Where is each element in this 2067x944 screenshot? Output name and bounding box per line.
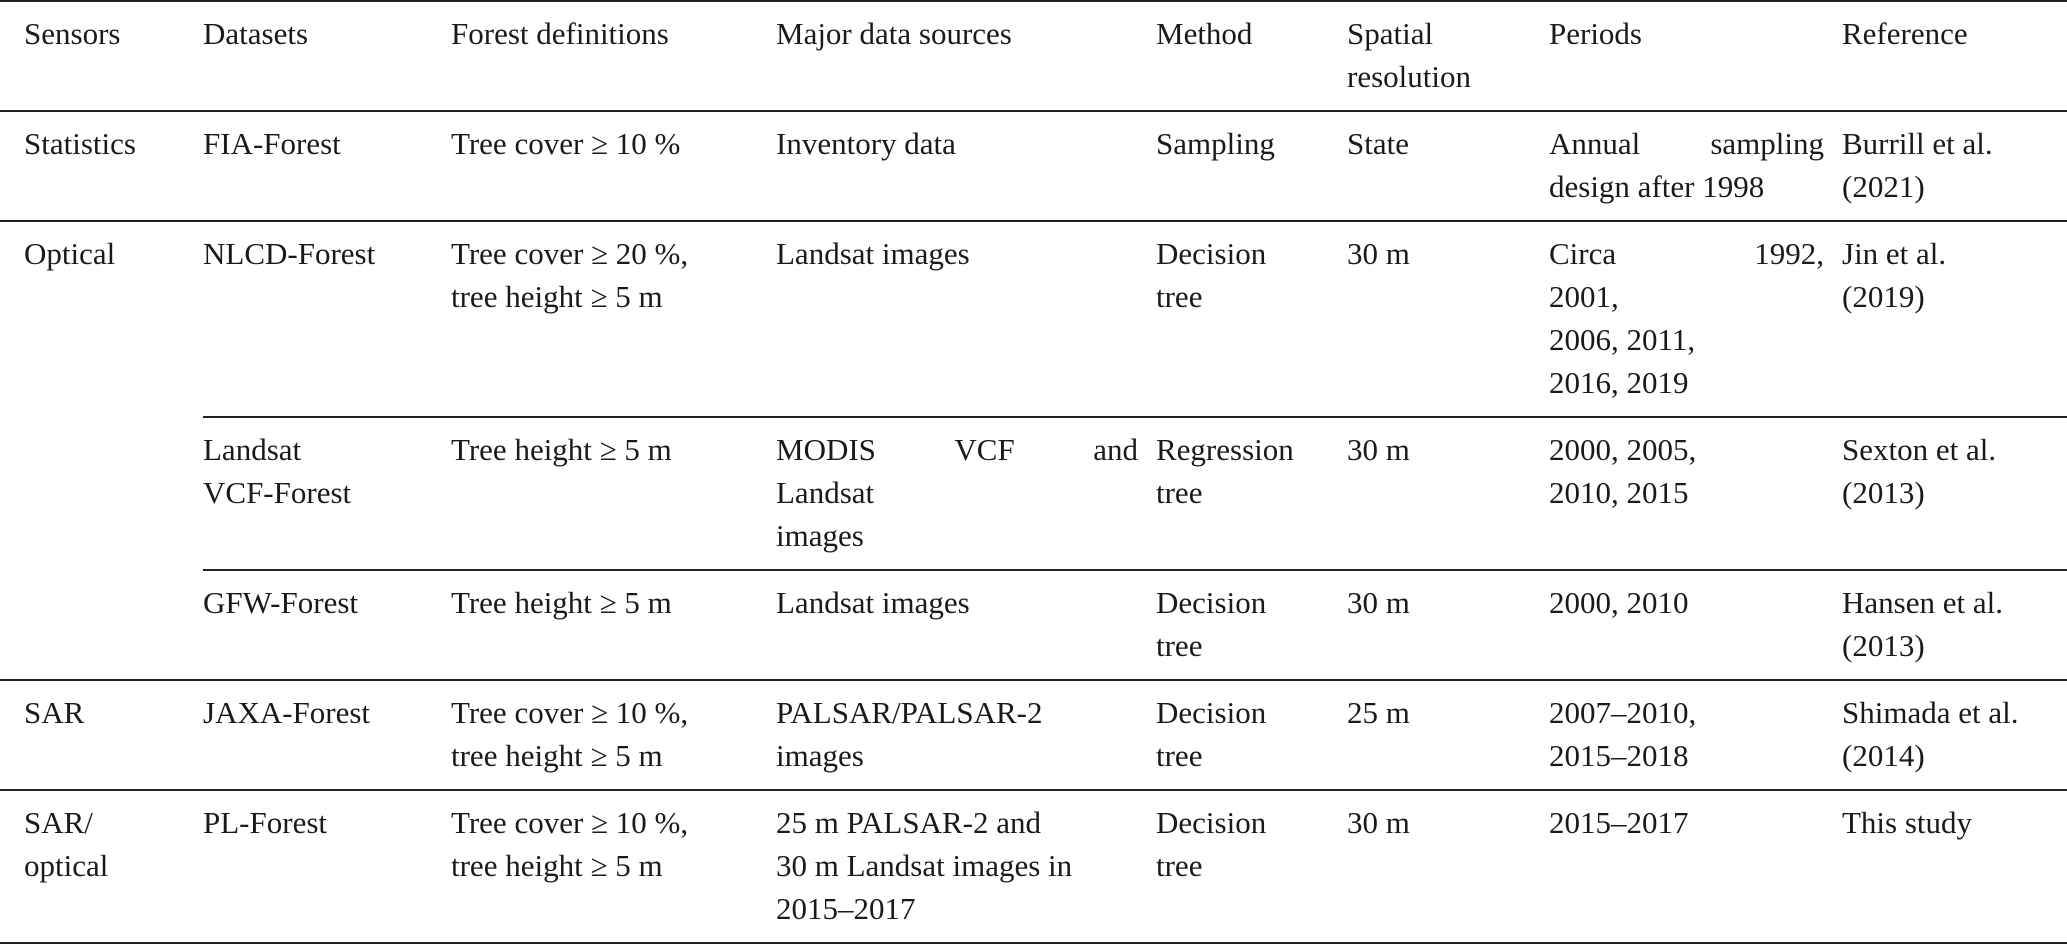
cell-source [776, 417, 1156, 570]
dataset-line: VCF-Forest [203, 475, 352, 510]
source-line: images [776, 738, 864, 773]
periods-line: 2010, 2015 [1549, 475, 1689, 510]
cell-definition [451, 221, 776, 417]
definition-line: Tree cover ≥ 10 %, [451, 695, 689, 730]
cell-sensor: Statistics [24, 126, 136, 161]
header-method: Method [1156, 16, 1253, 51]
source-line: Landsat images [776, 585, 970, 620]
method-line: tree [1156, 279, 1203, 314]
periods-line: design after 1998 [1549, 169, 1765, 204]
definition-line: Tree height ≥ 5 m [451, 585, 672, 620]
method-line: tree [1156, 475, 1203, 510]
cell-method [1156, 570, 1347, 680]
reference-line: This study [1842, 805, 1973, 840]
cell-method [1156, 221, 1347, 417]
reference-line: Shimada et al. [1842, 695, 2019, 730]
cell-definition [451, 417, 776, 570]
periods-line: 2015–2017 [1549, 805, 1689, 840]
cell-method [1156, 680, 1347, 790]
sensor-line: SAR/ [24, 805, 93, 840]
method-line: Decision [1156, 805, 1267, 840]
cell-reference [1842, 417, 2067, 570]
cell-sensor [0, 790, 203, 943]
periods-word: Circa [1549, 236, 1617, 271]
header-spatial-resolution-line1: Spatial [1347, 16, 1434, 51]
header-major-data-sources: Major data sources [776, 16, 1012, 51]
method-line: Decision [1156, 695, 1267, 730]
definition-line: tree height ≥ 5 m [451, 848, 663, 883]
cell-definition [451, 570, 776, 680]
reference-line: Burrill et al. [1842, 126, 1993, 161]
cell-definition [451, 111, 776, 221]
header-spatial-resolution-line2: resolution [1347, 59, 1471, 94]
table-row [0, 570, 2067, 680]
header-sensors: Sensors [24, 16, 121, 51]
periods-line: Annual sampling [1549, 126, 1824, 161]
header-reference: Reference [1842, 16, 1968, 51]
cell-source [776, 680, 1156, 790]
header-forest-definitions: Forest definitions [451, 16, 669, 51]
source-line: 25 m PALSAR-2 and [776, 805, 1041, 840]
source-line: PALSAR/PALSAR-2 [776, 695, 1043, 730]
cell-periods [1549, 680, 1842, 790]
cell-method [1156, 790, 1347, 943]
periods-line: 2007–2010, [1549, 695, 1697, 730]
cell-reference [1842, 790, 2067, 943]
cell-periods [1549, 111, 1842, 221]
periods-line: 2006, 2011, [1549, 322, 1696, 357]
cell-reference [1842, 221, 2067, 417]
cell-dataset: JAXA-Forest [203, 695, 371, 730]
cell-periods [1549, 790, 1842, 943]
cell-resolution: 30 m [1347, 221, 1549, 417]
method-line: Regression [1156, 432, 1294, 467]
cell-reference [1842, 570, 2067, 680]
definition-line: Tree cover ≥ 20 %, [451, 236, 689, 271]
reference-line: Sexton et al. [1842, 432, 1997, 467]
table-row [0, 790, 2067, 943]
cell-resolution: 30 m [1347, 570, 1549, 680]
source-word: and [1093, 432, 1138, 467]
table-row [0, 417, 2067, 570]
source-first-line [776, 428, 1156, 471]
method-line: Decision [1156, 236, 1267, 271]
reference-line: (2019) [1842, 279, 1925, 314]
method-line: tree [1156, 738, 1203, 773]
method-line: tree [1156, 628, 1203, 663]
dataset-line: Landsat [203, 432, 302, 467]
method-line: Sampling [1156, 126, 1275, 161]
cell-reference [1842, 111, 2067, 221]
table-row [0, 221, 2067, 417]
source-word: VCF [954, 432, 1015, 467]
sensor-line: optical [24, 848, 109, 883]
source-line: images [776, 518, 864, 553]
periods-line: 2001, [1549, 279, 1619, 314]
cell-reference [1842, 680, 2067, 790]
reference-line: (2013) [1842, 628, 1925, 663]
cell-dataset: GFW-Forest [203, 570, 451, 680]
cell-periods [1549, 221, 1842, 417]
cell-dataset [203, 417, 451, 570]
definition-line: Tree cover ≥ 10 %, [451, 805, 689, 840]
method-line: tree [1156, 848, 1203, 883]
cell-resolution: 30 m [1347, 805, 1410, 840]
source-line: 30 m Landsat images in [776, 848, 1073, 883]
cell-dataset: NLCD-Forest [203, 221, 451, 417]
source-line: Inventory data [776, 126, 956, 161]
reference-line: Hansen et al. [1842, 585, 2003, 620]
header-periods: Periods [1549, 16, 1642, 51]
cell-dataset: PL-Forest [203, 805, 327, 840]
source-line: Landsat images [776, 236, 970, 271]
cell-sensor: SAR [24, 695, 85, 730]
header-row [0, 1, 2067, 111]
cell-periods [1549, 570, 1842, 680]
definition-line: tree height ≥ 5 m [451, 279, 663, 314]
source-line: 2015–2017 [776, 891, 916, 926]
method-line: Decision [1156, 585, 1267, 620]
cell-sensor: Optical [0, 221, 203, 680]
reference-line: Jin et al. [1842, 236, 1947, 271]
cell-dataset: FIA-Forest [203, 126, 341, 161]
table-row [0, 111, 2067, 221]
periods-first-line [1549, 232, 1842, 275]
cell-periods [1549, 417, 1842, 570]
periods-line: 2015–2018 [1549, 738, 1689, 773]
definition-line: tree height ≥ 5 m [451, 738, 663, 773]
definition-line: Tree cover ≥ 10 % [451, 126, 681, 161]
cell-source [776, 570, 1156, 680]
cell-definition [451, 790, 776, 943]
header-datasets: Datasets [203, 16, 309, 51]
cell-method [1156, 111, 1347, 221]
cell-source [776, 790, 1156, 943]
periods-line: 2016, 2019 [1549, 365, 1689, 400]
source-word: MODIS [776, 432, 876, 467]
table-row [0, 680, 2067, 790]
cell-resolution: 25 m [1347, 695, 1410, 730]
periods-word: 1992, [1754, 236, 1824, 271]
reference-line: (2021) [1842, 169, 1925, 204]
cell-resolution: 30 m [1347, 417, 1549, 570]
cell-definition [451, 680, 776, 790]
source-line: Landsat [776, 475, 875, 510]
definition-line: Tree height ≥ 5 m [451, 432, 672, 467]
cell-source [776, 221, 1156, 417]
reference-line: (2013) [1842, 475, 1925, 510]
cell-resolution: State [1347, 126, 1409, 161]
cell-method [1156, 417, 1347, 570]
cell-source [776, 111, 1156, 221]
periods-line: 2000, 2010 [1549, 585, 1689, 620]
header-spatial-resolution [1347, 1, 1549, 111]
periods-line: 2000, 2005, [1549, 432, 1697, 467]
reference-line: (2014) [1842, 738, 1925, 773]
